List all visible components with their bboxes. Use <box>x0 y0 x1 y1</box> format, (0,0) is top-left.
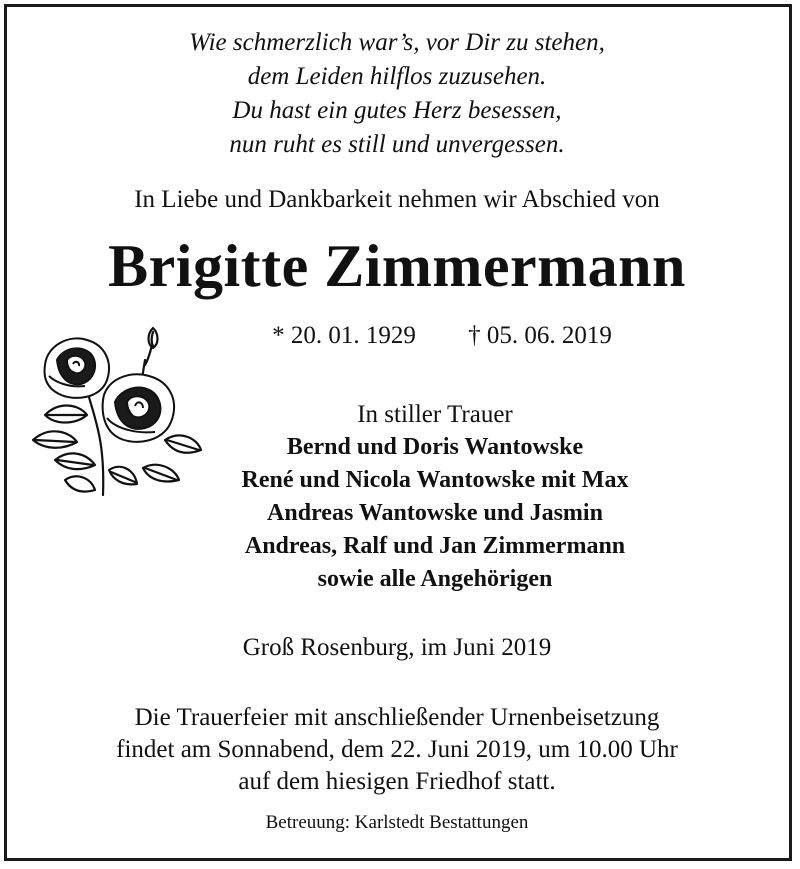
roses-icon <box>25 320 205 500</box>
ceremony-line: findet am Sonnabend, dem 22. Juni 2019, um 10.00 Uhr <box>116 736 678 763</box>
ceremony-line: Die Trauerfeier mit anschließender Urnenbeisetzung <box>134 704 660 731</box>
deceased-name: Brigitte Zimmermann <box>108 233 686 299</box>
poem-line: Wie schmerzlich war’s, vor Dir zu stehen, <box>189 29 605 56</box>
poem-line: nun ruht es still und unvergessen. <box>229 131 565 158</box>
mourner-line: René und Nicola Wantowske mit Max <box>241 467 629 493</box>
mourner-line: Andreas, Ralf und Jan Zimmermann <box>244 533 626 559</box>
death-date: † 05. 06. 2019 <box>468 322 612 349</box>
mourner-line: sowie alle Angehörigen <box>317 566 553 592</box>
poem <box>0 26 794 162</box>
place-date: Groß Rosenburg, im Juni 2019 <box>242 634 552 661</box>
ceremony-line: auf dem hiesigen Friedhof statt. <box>238 768 556 795</box>
mourning-heading: In stiller Trauer <box>357 401 513 428</box>
poem-line: Du hast ein gutes Herz besessen, <box>232 97 562 124</box>
mourner-line: Bernd und Doris Wantowske <box>286 434 584 460</box>
poem-line: dem Leiden hilflos zuzusehen. <box>247 63 547 90</box>
funeral-home-credit: Betreuung: Karlstedt Bestattungen <box>265 812 529 833</box>
birth-date: * 20. 01. 1929 <box>272 322 416 349</box>
ceremony-info <box>0 702 794 798</box>
mourners-block <box>210 398 660 596</box>
mourner-line: Andreas Wantowske und Jasmin <box>267 500 603 526</box>
intro-text: In Liebe und Dankbarkeit nehmen wir Abschied von <box>134 186 660 213</box>
